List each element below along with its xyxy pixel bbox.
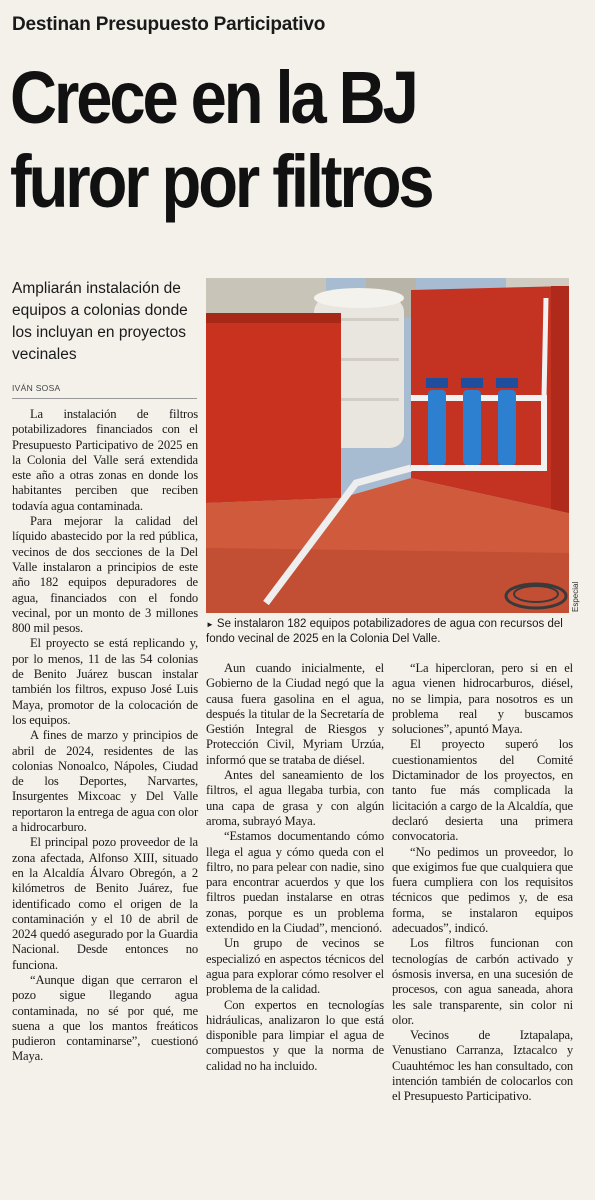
paragraph: “Estamos documentando cómo llega el agua y cómo queda con el filtro, no para pelear con nadie, sino para encontrar acuerdos y que los filtros puedan instalarse en otras zonas, porque es un problema extendido en la Ciudad”, mencionó. (206, 829, 384, 936)
paragraph: “Aunque digan que cerraron el pozo sigue llegando agua contaminada, no sé por qué, me suena a que los mantos freáticos pudieron contaminarse”, cuestionó Maya. (12, 972, 198, 1064)
photo-credit: Especial (571, 581, 580, 612)
paragraph: La instalación de filtros potabilizadores financiados con el Presupuesto Participativo de 2025 en la Colonia del Valle será extendida este año a otras zonas en donde los habitantes perciben que reciben todavía agua contaminada. (12, 407, 198, 513)
paragraph: Los filtros funcionan con tecnologías de carbón activado y ósmosis inversa, en una sucesión de procesos, con agua saneada, ahora les sale transparente, sin color ni olor. (392, 936, 573, 1027)
paragraph: Vecinos de Iztapalapa, Venustiano Carranza, Iztacalco y Cuauhtémoc les han consultado, con intención también de colocarlos con el Presupuesto Participativo. (392, 1028, 573, 1104)
paragraph: A fines de marzo y principios de abril de 2024, residentes de las colonias Nonoalco, Nápoles, Ciudad de los Deportes, Narvartes, Insurgentes Mixcoac y Del Valle reportaron la entrega de agua con olor a hidrocarburo. (12, 728, 198, 835)
rooftop-filters-illustration (206, 278, 569, 613)
paragraph: El proyecto se está replicando y, por lo menos, 11 de las 54 colonias de Benito Juárez buscan instalar también los filtros, expuso José Luis Maya, promotor de la colocación de los equipos. (12, 636, 198, 727)
paragraph: “No pedimos un proveedor, lo que exigimos fue que cualquiera que fuera cumpliera con los requisitos técnicos que pedimos y, de esa forma, se instalaron equipos adecuados”, indicó. (392, 844, 573, 936)
article-photo (206, 278, 569, 613)
caption-triangle-icon: ► (206, 620, 214, 629)
paragraph: Un grupo de vecinos se especializó en aspectos técnicos del agua para explorar cómo resolver el problema de la calidad. (206, 936, 384, 997)
paragraph: El principal pozo proveedor de la zona afectada, Alfonso XIII, situado en la Alcaldía Álvaro Obregón, a 2 kilómetros de Benito Juárez, fue identificado como el origen de la contaminación y el 10 de abril de 2024 quedó asegurado por la Guardia Nacional. Desde entonces no funciona. (12, 835, 198, 972)
headline-line-2: furor por filtros (10, 140, 432, 223)
article-column-2 (206, 661, 384, 1074)
paragraph: Con expertos en tecnologías hidráulicas, analizaron lo que está disponible para limpiar el agua de compuestos y que la norma de calidad no ha incluido. (206, 997, 384, 1073)
article-kicker: Destinan Presupuesto Participativo (12, 14, 326, 35)
article-headline (10, 56, 520, 224)
paragraph: Para mejorar la calidad del líquido abastecido por la red pública, vecinos de dos secciones de la Del Valle instalaron a principios de este año 182 equipos depuradores de agua, financiados con el fondo vecinal, por un monto de 3 millones 800 mil pesos. (12, 514, 198, 636)
paragraph: “La hipercloran, pero si en el agua vienen hidrocarburos, diésel, no se limpia, para nosotros es un problema real y buscamos soluciones”, apuntó Maya. (392, 661, 573, 737)
article-column-3 (392, 661, 573, 1105)
caption-text: Se instalaron 182 equipos potabilizadores de agua con recursos del fondo vecinal de 2025 en la Colonia Del Valle. (206, 618, 563, 645)
byline: IVÁN SOSA (12, 383, 61, 393)
article-column-1 (12, 407, 198, 1065)
byline-divider (12, 398, 197, 399)
paragraph: Aun cuando inicialmente, el Gobierno de la Ciudad negó que la causa fuera gasolina en el agua, después la titular de la Secretaría de Gestión Integral de Riesgos y Protección Civil, Myriam Urzúa, informó que se trataba de diésel. (206, 661, 384, 767)
photo-caption (206, 617, 578, 647)
headline-line-1: Crece en la BJ (10, 56, 416, 139)
paragraph: Antes del saneamiento de los filtros, el agua llegaba turbia, con una capa de grasa y con algún aroma, subrayó Maya. (206, 768, 384, 828)
article-deck: Ampliarán instalación de equipos a colonias donde los incluyan en proyectos vecinales (12, 280, 188, 363)
paragraph: El proyecto superó los cuestionamientos del Comité Dictaminador de los proyectos, en tanto fue más complicada la licitación a cargo de la Alcaldía, que declaró desierta una primera convocatoria. (392, 737, 573, 844)
